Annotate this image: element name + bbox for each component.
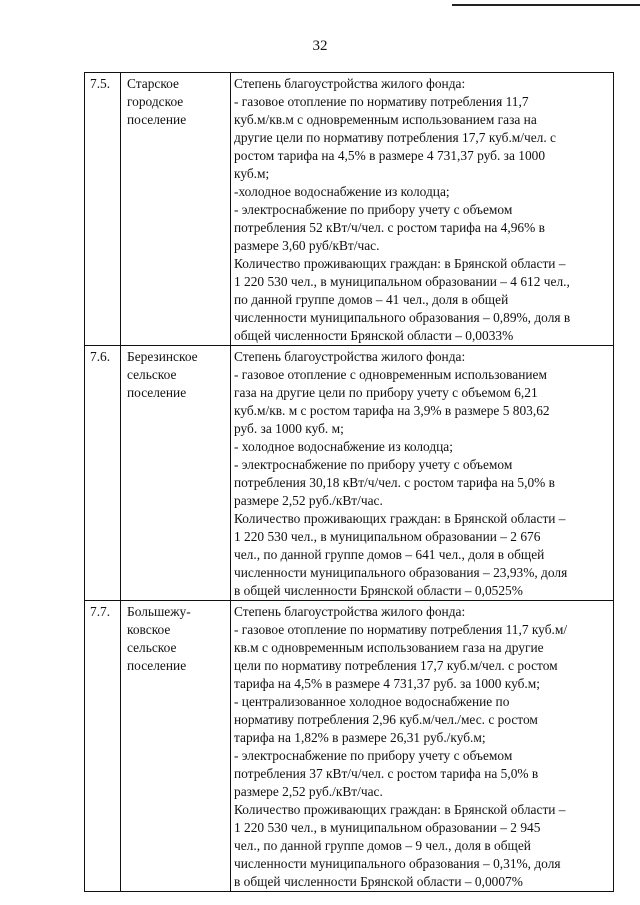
settlement-name xyxy=(121,346,231,601)
text-line: размере 3,60 руб/кВт/час. xyxy=(234,238,380,253)
settlement-name xyxy=(121,601,231,892)
row-number: 7.7. xyxy=(85,601,121,892)
text-line: потребления 52 кВт/ч/чел. с ростом тарифа на 4,96% в xyxy=(234,220,545,235)
text-line: - электроснабжение по прибору учету с объемом xyxy=(234,748,513,763)
text-line: поселение xyxy=(127,112,187,127)
text-line: Большежу- xyxy=(127,604,191,619)
text-line: ковское xyxy=(127,622,171,637)
text-line: размере 2,52 руб./кВт/час. xyxy=(234,784,383,799)
text-line: сельское xyxy=(127,367,177,382)
text-line: Степень благоустройства жилого фонда: xyxy=(234,604,466,619)
page-number: 32 xyxy=(312,38,328,54)
text-line: - газовое отопление по нормативу потребления 11,7 куб.м/ xyxy=(234,622,568,637)
row-number: 7.5. xyxy=(85,73,121,346)
text-line: - газовое отопление с одновременным использованием xyxy=(234,367,547,382)
text-line: тарифа на 4,5% в размере 4 731,37 руб. за 1000 куб.м; xyxy=(234,676,540,691)
text-line: другие цели по нормативу потребления 17,7 куб.м/чел. с xyxy=(234,130,557,145)
table-row xyxy=(85,346,614,601)
text-line: - электроснабжение по прибору учету с объемом xyxy=(234,202,513,217)
text-line: -холодное водоснабжение из колодца; xyxy=(234,184,450,199)
text-line: куб.м/кв. м с ростом тарифа на 3,9% в размере 5 803,62 xyxy=(234,403,550,418)
text-line: поселение xyxy=(127,658,187,673)
settlement-name xyxy=(121,73,231,346)
text-line: городское xyxy=(127,94,184,109)
row-number: 7.6. xyxy=(85,346,121,601)
text-line: Количество проживающих граждан: в Брянской области – xyxy=(234,802,566,817)
top-rule xyxy=(452,4,640,6)
text-line: 1 220 530 чел., в муниципальном образовании – 2 945 xyxy=(234,820,541,835)
text-line: ростом тарифа на 4,5% в размере 4 731,37 руб. за 1000 xyxy=(234,148,546,163)
text-line: куб.м; xyxy=(234,166,270,181)
text-line: куб.м/кв.м с одновременным использованием газа на xyxy=(234,112,537,127)
text-line: Степень благоустройства жилого фонда: xyxy=(234,349,466,364)
text-line: потребления 30,18 кВт/ч/чел. с ростом тарифа на 5,0% в xyxy=(234,475,555,490)
text-line: чел., по данной группе домов – 9 чел., доля в общей xyxy=(234,838,531,853)
text-line: Количество проживающих граждан: в Брянской области – xyxy=(234,511,566,526)
text-line: тарифа на 1,82% в размере 26,31 руб./куб.м; xyxy=(234,730,486,745)
text-line: Березинское xyxy=(127,349,198,364)
text-line: поселение xyxy=(127,385,187,400)
table-row xyxy=(85,73,614,346)
text-line: общей численности Брянской области – 0,0033% xyxy=(234,328,514,343)
text-line: - холодное водоснабжение из колодца; xyxy=(234,439,453,454)
settlement-table xyxy=(84,72,614,892)
text-line: численности муниципального образования – 23,93%, доля xyxy=(234,565,568,580)
settlement-description xyxy=(231,73,614,346)
text-line: руб. за 1000 куб. м; xyxy=(234,421,344,436)
text-line: чел., по данной группе домов – 641 чел., доля в общей xyxy=(234,547,545,562)
text-line: 1 220 530 чел., в муниципальном образовании – 2 676 xyxy=(234,529,541,544)
settlement-description xyxy=(231,601,614,892)
text-line: сельское xyxy=(127,640,177,655)
text-line: Количество проживающих граждан: в Брянской области – xyxy=(234,256,566,271)
text-line: - централизованное холодное водоснабжение по xyxy=(234,694,510,709)
text-line: газа на другие цели по прибору учету с объемом 6,21 xyxy=(234,385,538,400)
text-line: в общей численности Брянской области – 0,0007% xyxy=(234,874,523,889)
text-line: Степень благоустройства жилого фонда: xyxy=(234,76,466,91)
table-row xyxy=(85,601,614,892)
text-line: цели по нормативу потребления 17,7 куб.м/чел. с ростом xyxy=(234,658,558,673)
text-line: в общей численности Брянской области – 0,0525% xyxy=(234,583,523,598)
text-line: 1 220 530 чел., в муниципальном образовании – 4 612 чел., xyxy=(234,274,570,289)
text-line: - электроснабжение по прибору учету с объемом xyxy=(234,457,513,472)
text-line: численности муниципального образования – 0,31%, доля xyxy=(234,856,561,871)
text-line: потребления 37 кВт/ч/чел. с ростом тарифа на 5,0% в xyxy=(234,766,539,781)
settlement-description xyxy=(231,346,614,601)
text-line: кв.м с одновременным использованием газа на другие xyxy=(234,640,544,655)
text-line: численности муниципального образования – 0,89%, доля в xyxy=(234,310,571,325)
text-line: нормативу потребления 2,96 куб.м/чел./мес. с ростом xyxy=(234,712,538,727)
text-line: Старское xyxy=(127,76,179,91)
text-line: по данной группе домов – 41 чел., доля в общей xyxy=(234,292,509,307)
text-line: размере 2,52 руб./кВт/час. xyxy=(234,493,383,508)
text-line: - газовое отопление по нормативу потребления 11,7 xyxy=(234,94,529,109)
